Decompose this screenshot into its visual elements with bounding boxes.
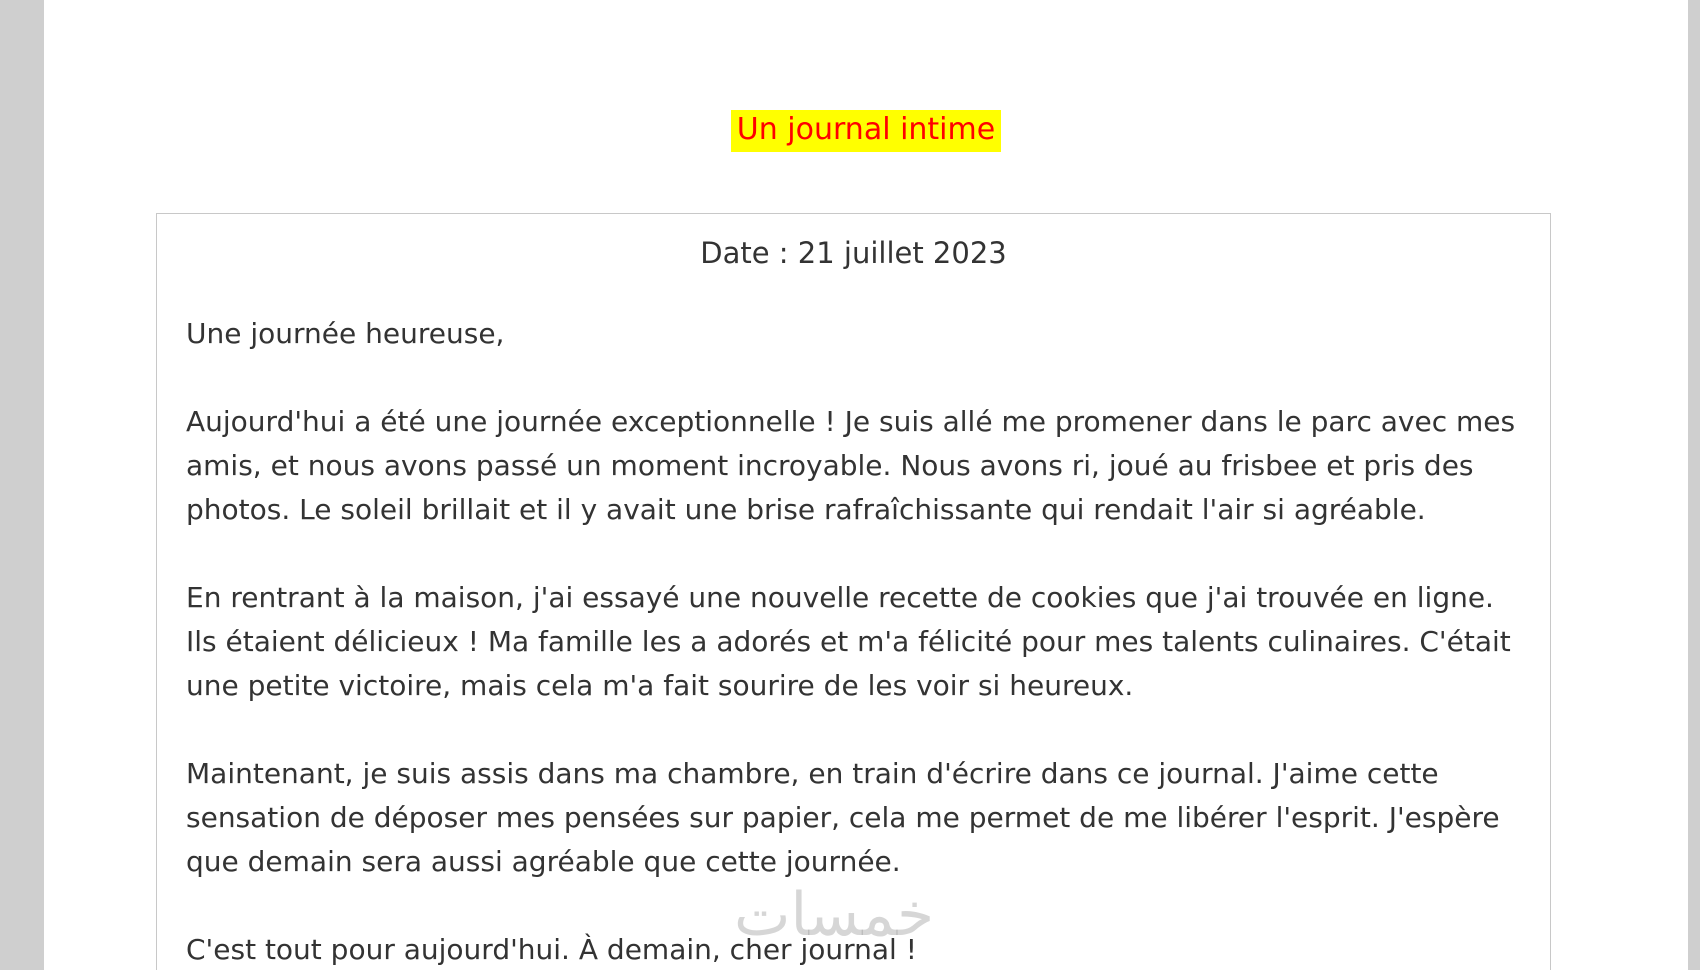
document-title-line (44, 110, 1688, 152)
document-page (44, 0, 1688, 970)
entry-body (157, 312, 1550, 970)
paragraph-spacer (186, 884, 1522, 928)
entry-paragraph: En rentrant à la maison, j'ai essayé une nouvelle recette de cookies que j'ai trouvée en ligne. Ils étaient délicieux ! Ma famille les a adorés et m'a félicité pour mes talents culinaires. C'était une petite victoire, mais cela m'a fait sourire de les voir si heureux. (186, 581, 1511, 702)
page-left-margin (0, 0, 44, 970)
page-title: Un journal intime (731, 110, 1001, 152)
paragraph-spacer (186, 532, 1522, 576)
entry-paragraph: Aujourd'hui a été une journée exceptionnelle ! Je suis allé me promener dans le parc avec mes amis, et nous avons passé un moment incroyable. Nous avons ri, joué au frisbee et pris des photos. Le soleil brillait et il y avait une brise rafraîchissante qui rendait l'air si agréable. (186, 405, 1516, 526)
entry-salutation: Une journée heureuse, (186, 317, 505, 350)
entry-paragraph: Maintenant, je suis assis dans ma chambre, en train d'écrire dans ce journal. J'aime cette sensation de déposer mes pensées sur papier, cela me permet de me libérer l'esprit. J'espère que demain sera aussi agréable que cette journée. (186, 757, 1500, 878)
paragraph-spacer (186, 708, 1522, 752)
paragraph-spacer (186, 356, 1522, 400)
journal-entry-box (156, 213, 1551, 970)
page-right-margin (1688, 0, 1700, 970)
entry-date: Date : 21 juillet 2023 (700, 236, 1007, 270)
entry-paragraph: C'est tout pour aujourd'hui. À demain, cher journal ! (186, 933, 917, 966)
watermark: خمسات (734, 880, 935, 950)
